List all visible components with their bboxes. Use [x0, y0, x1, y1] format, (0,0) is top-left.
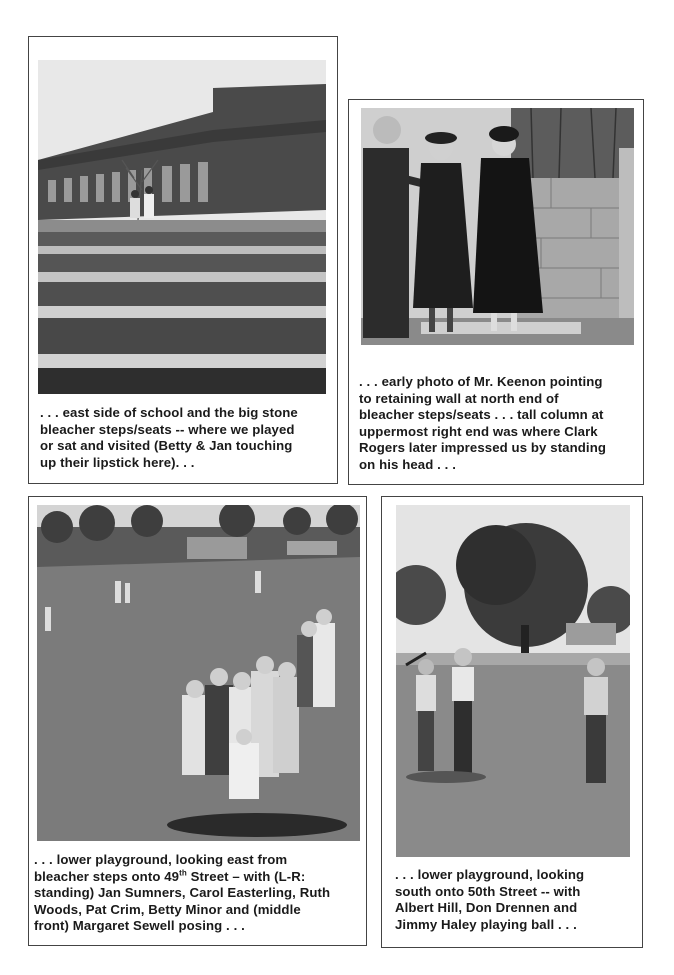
caption-mr-keenon: . . . early photo of Mr. Keenon pointing to retaining wall at north end of bleacher steps/seats . . . tall column at uppermost right end was where Clark Rogers later impressed us by standing on his head . . .	[359, 374, 607, 472]
photo-playground-east	[37, 505, 360, 841]
photo-school-bleachers	[38, 60, 326, 394]
photo-card-mr-keenon	[348, 99, 644, 485]
caption-playground-south: . . . lower playground, looking south onto 50th Street -- with Albert Hill, Don Drennen and Jimmy Haley playing ball . . .	[395, 867, 585, 932]
photo-playground-south	[396, 505, 630, 857]
caption-school-bleachers: . . . east side of school and the big stone bleacher steps/seats -- where we played or sat and visited (Betty & Jan touching up their lipstick here). . .	[40, 405, 298, 470]
photo-card-school-bleachers	[28, 36, 338, 484]
photo-card-playground-south	[381, 496, 643, 948]
photo-card-playground-east	[28, 496, 367, 946]
caption-playground-east: . . . lower playground, looking east from bleacher steps onto 49th Street – with (L-R: standing) Jan Sumners, Carol Easterling, Ruth Woods, Pat Crim, Betty Minor and (middle front) Margaret Sewell posing . . .	[34, 852, 331, 933]
photo-mr-keenon	[361, 108, 634, 345]
